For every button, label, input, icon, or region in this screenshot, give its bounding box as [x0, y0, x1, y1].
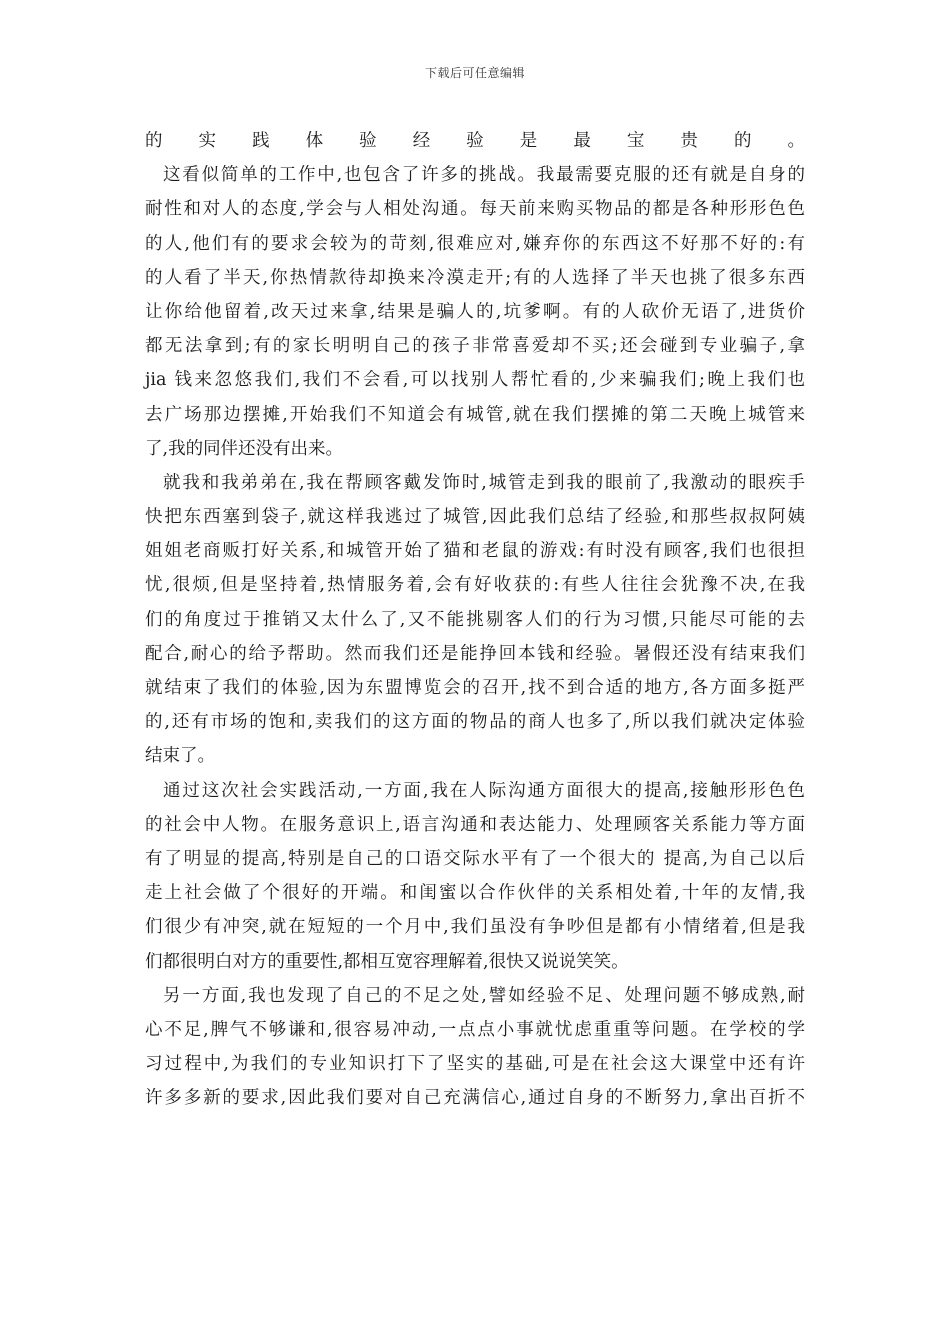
text-line: 的人看了半天,你热情款待却换来冷漠走开;有的人选择了半天也挑了很多东西: [145, 267, 805, 288]
text-line: 快把东西塞到袋子,就这样我逃过了城管,因此我们总结了经验,和那些叔叔阿姨: [145, 507, 805, 528]
text-line: 去广场那边摆摊,开始我们不知道会有城管,就在我们摆摊的第二天晚上城管来: [145, 404, 805, 425]
paragraph-start-line: 通过这次社会实践活动,一方面,我在人际沟通方面很大的提高,接触形形色色: [163, 780, 805, 801]
text-line: 许多多新的要求,因此我们要对自己充满信心,通过自身的不断努力,拿出百折不: [145, 1088, 805, 1109]
text-line: 忧,很烦,但是坚持着,热情服务着,会有好收获的:有些人往往会犹豫不决,在我: [145, 575, 805, 596]
page-header: 下载后可任意编辑: [424, 66, 525, 80]
text-line: 习过程中,为我们的专业知识打下了坚实的基础,可是在社会这大课堂中还有许: [145, 1054, 805, 1075]
text-line: 让你给他留着,改天过来拿,结果是骗人的,坑爹啊。有的人砍价无语了,进货价: [145, 301, 805, 322]
text-line: 配合,耐心的给予帮助。然而我们还是能挣回本钱和经验。暑假还没有结束我们: [145, 643, 805, 664]
text-line: 心不足,脾气不够谦和,很容易冲动,一点点小事就忧虑重重等问题。在学校的学: [145, 1019, 805, 1040]
text-line: 走上社会做了个很好的开端。和闺蜜以合作伙伴的关系相处着,十年的友情,我: [145, 883, 805, 904]
text-line: 有了明显的提高,特别是自己的口语交际水平有了一个很大的 提高,为自己以后: [145, 848, 805, 869]
paragraph-end-line: 结束了。: [145, 746, 215, 767]
document-body: [145, 124, 805, 1115]
text-line: 都无法拿到;有的家长明明自己的孩子非常喜爱却不买;还会碰到专业骗子,拿: [145, 336, 805, 357]
paragraph-end-line: 了,我的同伴还没有出来。: [145, 438, 344, 459]
text-line: 们很少有冲突,就在短短的一个月中,我们虽没有争吵但是都有小情绪着,但是我: [145, 917, 805, 938]
text-line: 的实践体验经验是最宝贵的。: [145, 131, 805, 151]
text-line: jia 钱来忽悠我们,我们不会看,可以找别人帮忙看的,少来骗我们;晚上我们也: [145, 370, 805, 391]
text-line: 们的角度过于推销又太什么了,又不能挑剔客人们的行为习惯,只能尽可能的去: [145, 609, 805, 630]
text-line: 的,还有市场的饱和,卖我们的这方面的物品的商人也多了,所以我们就决定体验: [145, 712, 805, 733]
paragraph-start-line: 就我和我弟弟在,我在帮顾客戴发饰时,城管走到我的眼前了,我激动的眼疾手: [163, 472, 805, 493]
text-line: 的社会中人物。在服务意识上,语言沟通和表达能力、处理顾客关系能力等方面: [145, 814, 805, 835]
text-line: 姐姐老商贩打好关系,和城管开始了猫和老鼠的游戏:有时没有顾客,我们也很担: [145, 541, 805, 562]
text-line: 耐性和对人的态度,学会与人相处沟通。每天前来购买物品的都是各种形形色色: [145, 199, 805, 220]
paragraph-end-line: 们都很明白对方的重要性,都相互宽容理解着,很快又说说笑笑。: [145, 951, 629, 972]
text-line: 的人,他们有的要求会较为的苛刻,很难应对,嫌弃你的东西这不好那不好的:有: [145, 233, 805, 254]
paragraph-start-line: 另一方面,我也发现了自己的不足之处,譬如经验不足、处理问题不够成熟,耐: [163, 985, 805, 1006]
text-line: 就结束了我们的体验,因为东盟博览会的召开,找不到合适的地方,各方面多挺严: [145, 678, 805, 698]
paragraph-start-line: 这看似简单的工作中,也包含了许多的挑战。我最需要克服的还有就是自身的: [163, 165, 805, 186]
